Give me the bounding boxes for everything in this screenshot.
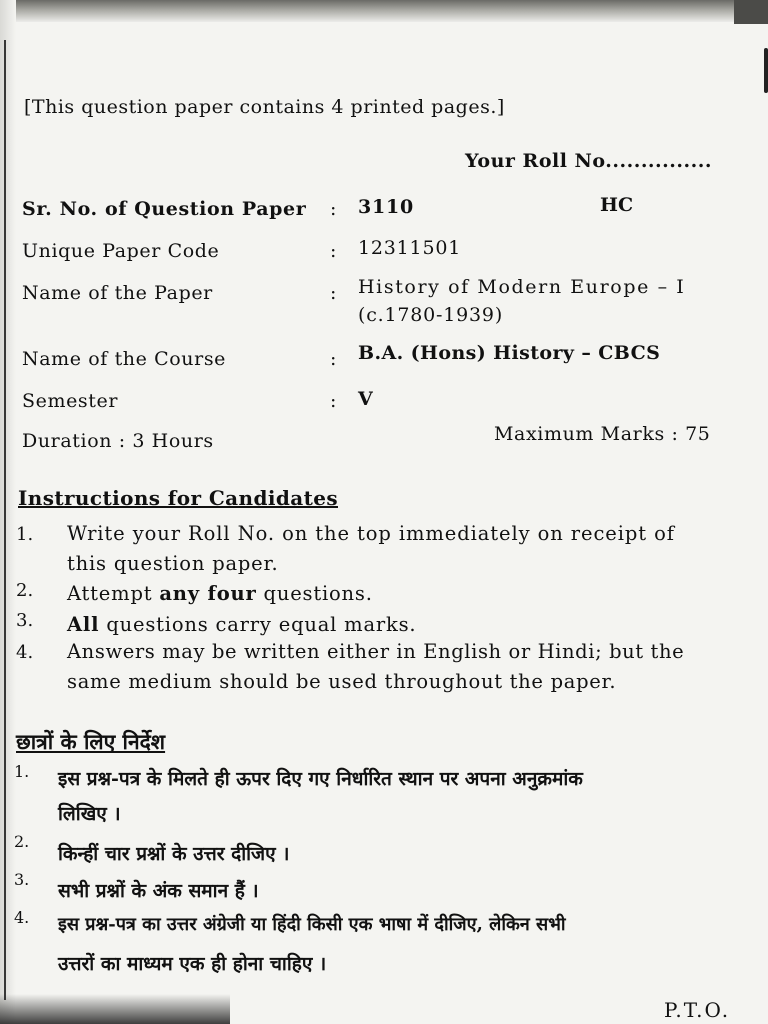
course-name-value: B.A. (Hons) History – CBCS: [358, 342, 661, 364]
maximum-marks: Maximum Marks : 75: [494, 423, 711, 445]
paper-name-value: History of Modern Europe – I: [358, 276, 686, 298]
paper-name-period: (c.1780-1939): [358, 304, 504, 326]
paper-code-value: 12311501: [358, 237, 462, 259]
hindi-instruction-2: किन्हीं चार प्रश्नों के उत्तर दीजिए ।: [58, 843, 290, 865]
paper-code-colon: :: [330, 240, 337, 262]
instruction-2-pre: Attempt: [67, 582, 160, 605]
instructions-title: Instructions for Candidates: [18, 486, 338, 510]
sr-no-label: Sr. No. of Question Paper: [22, 198, 307, 220]
sr-no-value: 3110: [358, 196, 415, 218]
instruction-number: 2.: [16, 580, 34, 601]
instruction-1-line-2: this question paper.: [67, 552, 279, 575]
instruction-4-line-1: Answers may be written either in English or Hindi; but the: [67, 640, 685, 663]
paper-name-colon: :: [330, 282, 337, 304]
hindi-instruction-number: 1.: [14, 762, 30, 781]
instruction-2-bold: any four: [159, 582, 257, 605]
instruction-3: [67, 613, 416, 636]
scan-top-edge: [0, 0, 768, 22]
instruction-number: 4.: [16, 642, 34, 663]
hindi-instruction-1-line-1: इस प्रश्न-पत्र के मिलते ही ऊपर दिए गए निर्धारित स्थान पर अपना अनुक्रमांक: [58, 768, 583, 790]
instruction-4-line-2: same medium should be used throughout the paper.: [67, 670, 617, 693]
roll-number-field: Your Roll No...............: [465, 150, 712, 172]
scan-corner-mark: [734, 0, 768, 24]
sr-no-colon: :: [330, 198, 337, 220]
hindi-instruction-number: 4.: [14, 908, 30, 927]
instruction-2: [67, 582, 373, 605]
instruction-number: 1.: [16, 524, 34, 545]
semester-value: V: [358, 388, 374, 410]
instruction-3-post: questions carry equal marks.: [99, 613, 417, 636]
course-name-colon: :: [330, 348, 337, 370]
paper-code-label: Unique Paper Code: [22, 240, 220, 262]
hindi-instruction-3: सभी प्रश्नों के अंक समान हैं ।: [58, 880, 259, 902]
hindi-instruction-number: 2.: [14, 832, 30, 851]
scan-bottom-shadow: [0, 994, 230, 1024]
please-turn-over: P.T.O.: [664, 998, 731, 1022]
semester-label: Semester: [22, 390, 119, 412]
hindi-instruction-4-line-1: इस प्रश्न-पत्र का उत्तर अंग्रेजी या हिंदी किसी एक भाषा में दीजिए, लेकिन सभी: [58, 914, 566, 935]
binding-edge-line: [4, 40, 6, 1000]
semester-colon: :: [330, 390, 337, 412]
hindi-instruction-4-line-2: उत्तरों का माध्यम एक ही होना चाहिए ।: [58, 953, 327, 975]
course-name-label: Name of the Course: [22, 348, 227, 370]
instruction-1-line-1: Write your Roll No. on the top immediately on receipt of: [67, 522, 675, 545]
instruction-3-bold: All: [67, 613, 100, 636]
hindi-instructions-title: छात्रों के लिए निर्देश: [16, 729, 166, 754]
duration-label: Duration : 3 Hours: [22, 430, 214, 452]
hc-label: HC: [600, 194, 634, 216]
hindi-instruction-1-line-2: लिखिए ।: [58, 803, 121, 825]
scan-right-mark: [764, 48, 768, 93]
paper-name-label: Name of the Paper: [22, 282, 213, 304]
page-count-note: [This question paper contains 4 printed pages.]: [24, 96, 505, 118]
hindi-instruction-number: 3.: [14, 870, 30, 889]
instruction-number: 3.: [16, 610, 34, 631]
instruction-2-post: questions.: [256, 582, 373, 605]
